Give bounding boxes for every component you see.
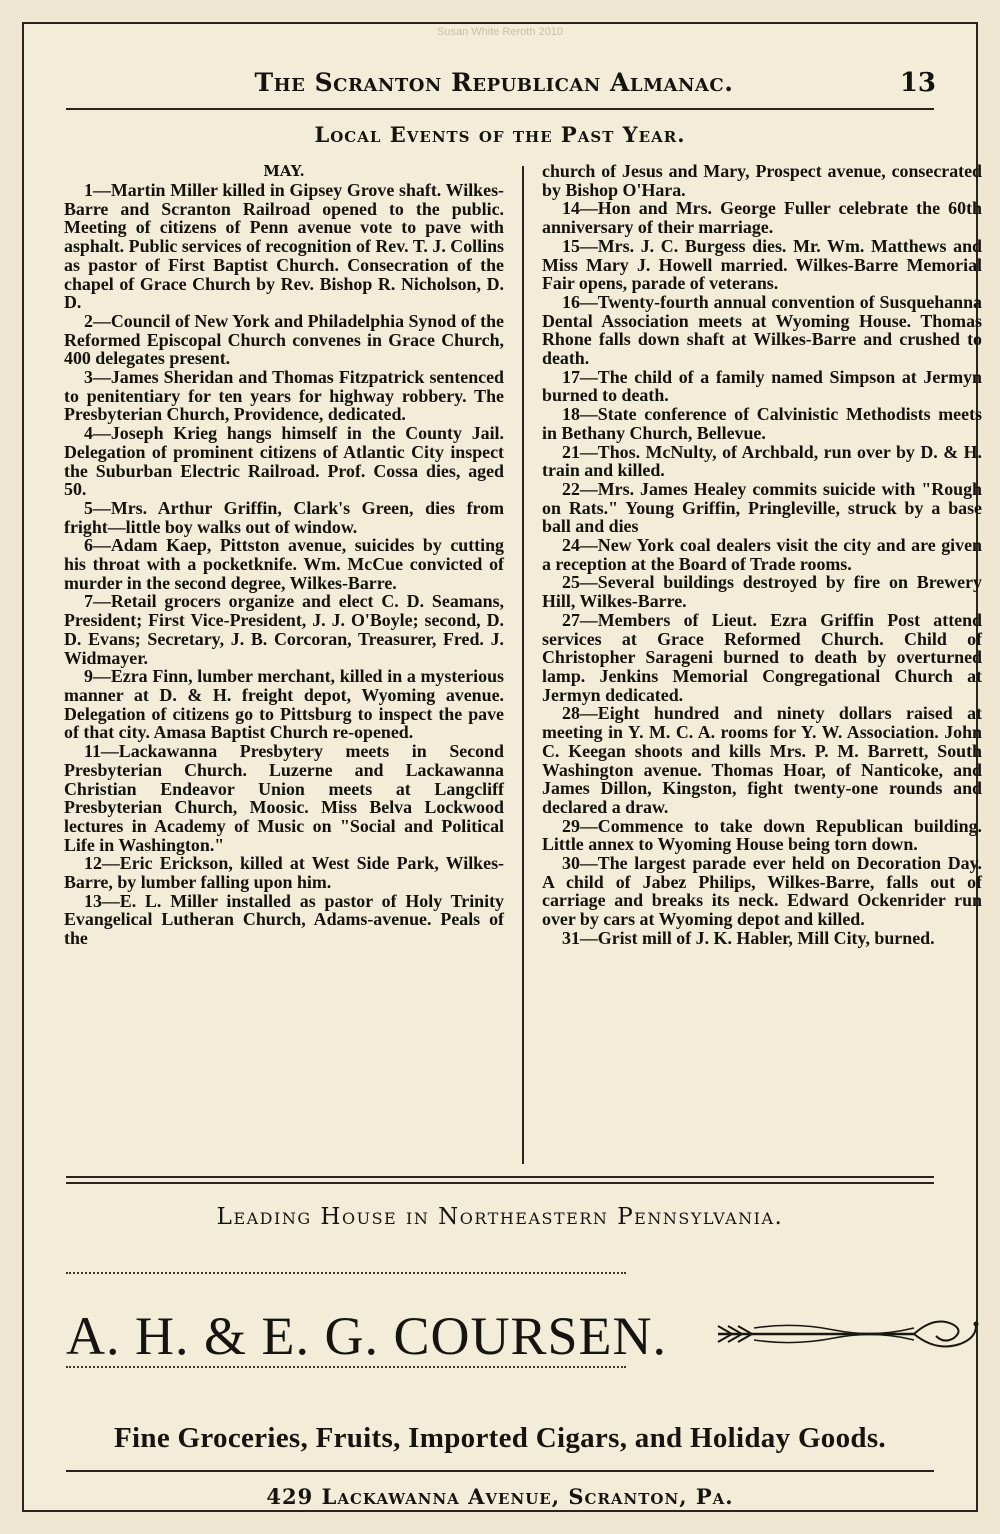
dotted-rule-lower [66, 1366, 626, 1368]
section-title: Local Events of the Past Year. [314, 122, 686, 147]
page-number: 13 [899, 68, 936, 98]
ad-business-name: A. H. & E. G. COURSEN. [66, 1306, 668, 1366]
ad-tagline: Leading House in Northeastern Pennsylvania. [216, 1204, 784, 1230]
ad-divider [66, 1176, 934, 1184]
event-entry: 30—The largest parade ever held on Decoration Day. A child of Jabez Philips, Wilkes-Barre, falls out of carriage and breaks its neck. Edward Ockenrider run over by cars at Wyoming depot and killed. [542, 853, 982, 930]
event-entry: 2—Council of New York and Philadelphia Synod of the Reformed Episcopal Church convenes in Grace Church, 400 delegates present. [64, 310, 504, 369]
event-entry: 21—Thos. McNulty, of Archbald, run over by D. & H. train and killed. [542, 441, 982, 481]
event-entry: 22—Mrs. James Healey commits suicide with "Rough on Rats." Young Griffin, Pringleville, struck by a base ball and dies [542, 478, 982, 537]
event-entry: 5—Mrs. Arthur Griffin, Clark's Green, dies from fright—little boy walks out of window. [64, 497, 504, 537]
event-entry: 24—New York coal dealers visit the city and are given a reception at the Board of Trade rooms. [542, 535, 982, 574]
event-entry: 7—Retail grocers organize and elect C. D. Seamans, President; First Vice-President, J. J. O'Boyle; second, D. D. Evans; Secretary, J. B. Corcoran, Treasurer, Fred. J. Widmayer. [64, 591, 504, 668]
event-entry: 13—E. L. Miller installed as pastor of Holy Trinity Evangelical Lutheran Church, Adams-avenue. Peals of the [64, 890, 504, 949]
header-rule [66, 108, 934, 110]
event-entry: 31—Grist mill of J. K. Habler, Mill City, burned. [562, 927, 935, 948]
event-entry: 17—The child of a family named Simpson at Jermyn burned to death. [542, 366, 982, 406]
ad-goods-line: Fine Groceries, Fruits, Imported Cigars, and Holiday Goods. [114, 1422, 886, 1454]
event-entry: 25—Several buildings destroyed by fire on Brewery Hill, Wilkes-Barre. [542, 572, 982, 612]
event-entry: 29—Commence to take down Republican building. Little annex to Wyoming House being torn down. [542, 815, 982, 855]
event-entry: 3—James Sheridan and Thomas Fitzpatrick sentenced to penitentiary for ten years for highway robbery. The Presbyterian Church, Providence, dedicated. [64, 367, 504, 425]
dotted-rule-upper [66, 1272, 626, 1274]
almanac-page [22, 22, 982, 1512]
event-entry: 18—State conference of Calvinistic Methodists meets in Bethany Church, Bellevue. [542, 404, 982, 443]
page-header-title: The Scranton Republican Almanac. [254, 68, 734, 97]
left-column [64, 162, 504, 948]
ad-rule-bottom [66, 1470, 934, 1472]
flourish-ornament [714, 1312, 984, 1356]
event-entry: 28—Eight hundred and ninety dollars raised at meeting in Y. M. C. A. rooms for Y. W. Association. John C. Keegan shoots and kills Mrs. P. M. Barrett, South Washington avenue. Thomas Hoar, of Nanticoke, and James Dillon, Kingston, fight twenty-one rounds and declared a draw. [542, 703, 982, 817]
event-entry: 14—Hon and Mrs. George Fuller celebrate the 60th anniversary of their marriage. [542, 198, 982, 238]
event-entry: 27—Members of Lieut. Ezra Griffin Post attend services at Grace Reformed Church. Child of Christopher Sarageni burned to death by overturned lamp. Jenkins Memorial Congregational Church at Jermyn dedicated. [542, 609, 982, 705]
right-entries [542, 199, 982, 947]
event-entry: 12—Eric Erickson, killed at West Side Park, Wilkes-Barre, by lumber falling upon him. [64, 853, 504, 893]
event-entry: 6—Adam Kaep, Pittston avenue, suicides by cutting his throat with a pocketknife. Wm. McCue convicted of murder in the second degree, Wilkes-Barre. [64, 535, 504, 593]
event-entry: 4—Joseph Krieg hangs himself in the County Jail. Delegation of prominent citizens of Atlantic City inspect the Suburban Electric Railroad. Prof. Cossa dies, aged 50. [64, 423, 504, 500]
event-entry: 1—Martin Miller killed in Gipsey Grove shaft. Wilkes-Barre and Scranton Railroad opened to the public. Meeting of citizens of Penn avenue vote to pave with asphalt. Public services of recognition of Rev. T. J. Collins as pastor of First Baptist Church. Consecration of the chapel of Grace Church by Rev. Bishop R. Nicholson, D. D. [64, 180, 504, 313]
watermark: Susan White Reroth 2010 [437, 26, 563, 38]
event-entry: 15—Mrs. J. C. Burgess dies. Mr. Wm. Matthews and Miss Mary J. Howell married. Wilkes-Barre Memorial Fair opens, parade of veterans. [542, 235, 982, 294]
ad-address: 429 Lackawanna Avenue, Scranton, Pa. [266, 1484, 734, 1509]
continued-entry: church of Jesus and Mary, Prospect avenue, consecrated by Bishop O'Hara. [542, 161, 982, 200]
month-heading: MAY. [263, 162, 305, 180]
event-entry: 11—Lackawanna Presbytery meets in Second Presbyterian Church. Luzerne and Lackawanna Christian Endeavor Union meets at Langcliff Presbyterian Church, Moosic. Miss Belva Lockwood lectures in Academy of Music on "Social and Political Life in Washington." [64, 741, 504, 855]
event-entry: 9—Ezra Finn, lumber merchant, killed in a mysterious manner at D. & H. freight depot, Wyoming avenue. Delegation of citizens go to Pittsburg to inspect the pave of that city. Amasa Baptist Church re-opened. [64, 666, 504, 743]
right-column [542, 162, 982, 948]
event-entry: 16—Twenty-fourth annual convention of Susquehanna Dental Association meets at Wyoming House. Thomas Rhone falls down shaft at Wilkes-Barre and crushed to death. [542, 291, 982, 369]
left-entries [64, 181, 504, 948]
column-divider [522, 166, 524, 1164]
